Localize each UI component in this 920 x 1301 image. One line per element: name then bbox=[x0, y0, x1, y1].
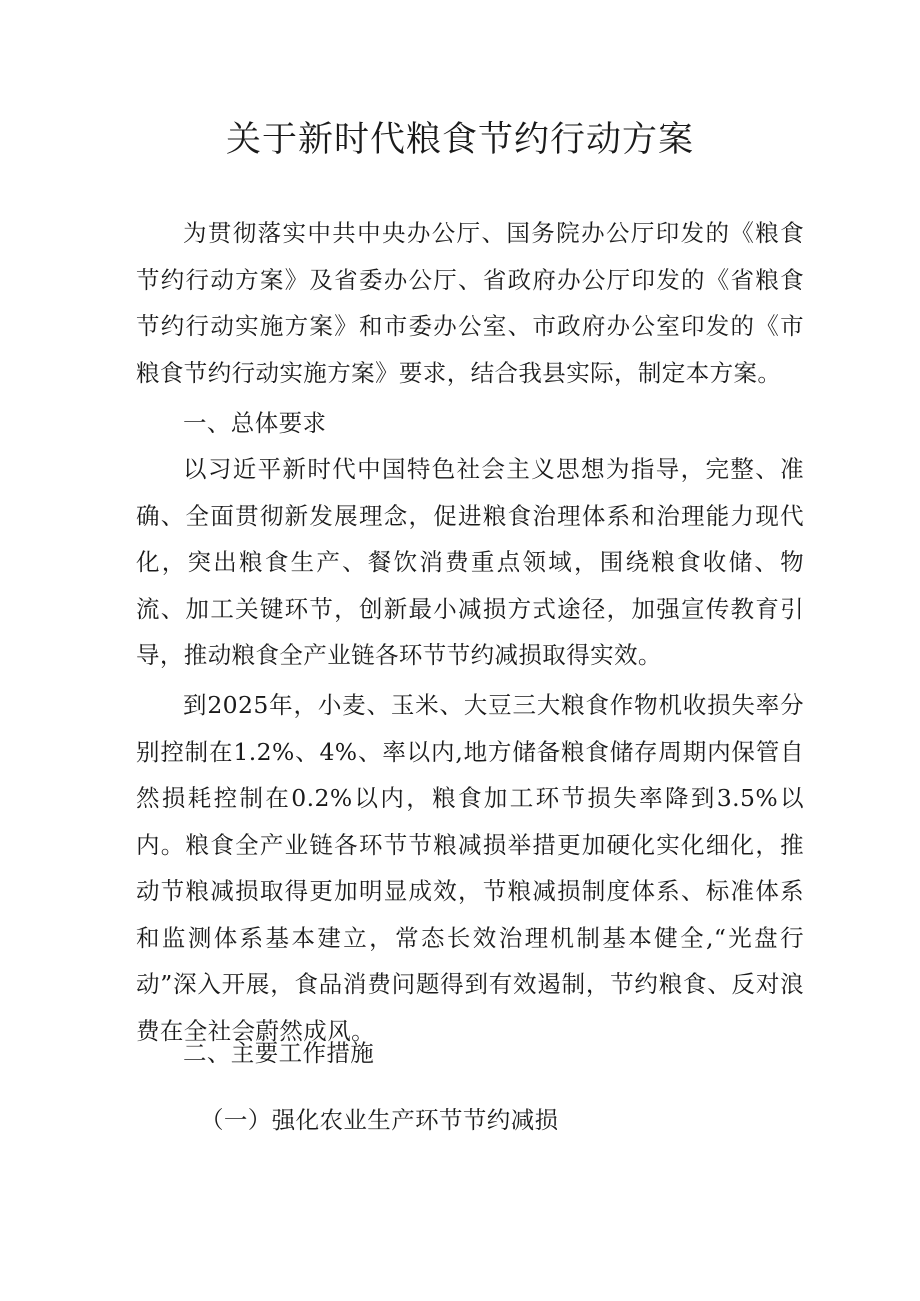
document-title: 关于新时代粮食节约行动方案 bbox=[225, 120, 694, 160]
section-heading-overall-requirements: 一、总体要求 bbox=[183, 409, 327, 437]
subsection-heading-agricultural-production: （一）强化农业生产环节节约减损 bbox=[200, 1106, 559, 1134]
targets-paragraph: 到2025年，小麦、玉米、大豆三大粮食作物机收损失率分别控制在1.2%、4%、率以内,地方储备粮食储存周期内保管自然损耗控制在0.2%以内，粮食加工环节损失率降到3.5%以内。粮食全产业链各环节节粮减损举措更加硬化实化细化，推动节粮减损取得更加明显成效，节粮减损制度体系、标准体系和监测体系基本建立，常态长效治理机制基本健全,“光盘行动”深入开展，食品消费问题得到有效遏制，节约粮食、反对浪费在全社会蔚然成风。 bbox=[136, 691, 804, 1045]
guiding-principle-paragraph: 以习近平新时代中国特色社会主义思想为指导，完整、准确、全面贯彻新发展理念，促进粮食治理体系和治理能力现代化，突出粮食生产、餐饮消费重点领域，围绕粮食收储、物流、加工关键环节，创新最小减损方式途径，加强宣传教育引导，推动粮食全产业链各环节节约减损取得实效。 bbox=[136, 455, 804, 669]
section-heading-main-measures: 二、主要工作措施 bbox=[183, 1039, 375, 1067]
intro-paragraph: 为贯彻落实中共中央办公厅、国务院办公厅印发的《粮食节约行动方案》及省委办公厅、省政府办公厅印发的《省粮食节约行动实施方案》和市委办公室、市政府办公室印发的《市粮食节约行动实施方案》要求，结合我县实际，制定本方案。 bbox=[136, 219, 804, 387]
